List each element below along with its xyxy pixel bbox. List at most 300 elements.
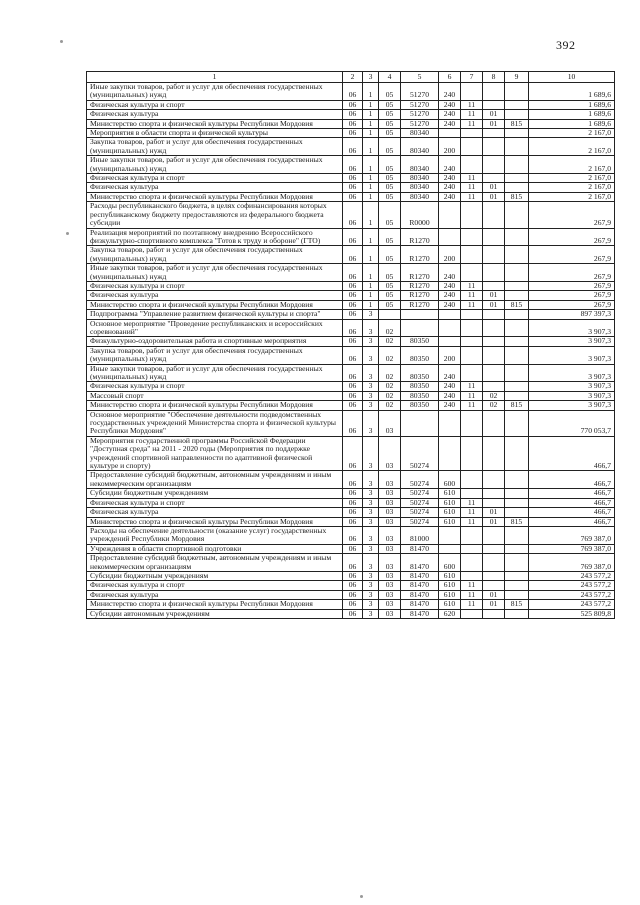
row-code-cell: 06 <box>343 600 363 609</box>
table-row <box>87 498 615 507</box>
row-code-cell: 81000 <box>401 526 439 544</box>
row-code-cell <box>483 174 505 183</box>
row-code-cell: 50274 <box>401 436 439 471</box>
row-amount-cell: 466,7 <box>529 517 615 526</box>
row-code-cell: 01 <box>483 600 505 609</box>
row-name-cell: Основное мероприятие "Проведение республиканских и всероссийских соревнований" <box>87 319 343 337</box>
row-code-cell: 610 <box>439 508 461 517</box>
row-code-cell: 05 <box>379 246 401 264</box>
row-code-cell: 06 <box>343 174 363 183</box>
row-code-cell: 240 <box>439 119 461 128</box>
row-amount-cell: 267,9 <box>529 202 615 228</box>
row-code-cell: 03 <box>379 436 401 471</box>
row-code-cell <box>461 571 483 580</box>
row-code-cell: 05 <box>379 156 401 174</box>
row-code-cell: 06 <box>343 471 363 489</box>
table-row <box>87 100 615 109</box>
row-code-cell <box>483 319 505 337</box>
row-code-cell <box>461 554 483 572</box>
row-code-cell: 1 <box>363 291 379 300</box>
table-row <box>87 264 615 282</box>
row-name-cell: Закупка товаров, работ и услуг для обеспечения государственных (муниципальных) нужд <box>87 138 343 156</box>
row-name-cell: Иные закупки товаров, работ и услуг для обеспечения государственных (муниципальных) нужд <box>87 83 343 101</box>
row-code-cell: 06 <box>343 319 363 337</box>
row-code-cell: 01 <box>483 517 505 526</box>
row-amount-cell: 466,7 <box>529 436 615 471</box>
row-amount-cell: 525 809,8 <box>529 609 615 618</box>
row-name-cell: Министерство спорта и физической культуры Республики Мордовия <box>87 401 343 410</box>
row-code-cell <box>401 319 439 337</box>
row-code-cell <box>505 228 529 246</box>
row-code-cell: 81470 <box>401 544 439 553</box>
row-code-cell: 3 <box>363 382 379 391</box>
row-name-cell: Физическая культура <box>87 183 343 192</box>
row-code-cell: 200 <box>439 346 461 364</box>
row-code-cell <box>461 436 483 471</box>
row-code-cell: 3 <box>363 337 379 346</box>
row-code-cell: 3 <box>363 590 379 599</box>
row-code-cell: 240 <box>439 192 461 201</box>
row-code-cell <box>483 346 505 364</box>
row-name-cell: Физическая культура и спорт <box>87 498 343 507</box>
row-code-cell <box>483 337 505 346</box>
row-code-cell: 3 <box>363 410 379 436</box>
row-code-cell <box>505 138 529 156</box>
column-header: 7 <box>461 72 483 83</box>
row-code-cell: 02 <box>379 382 401 391</box>
row-amount-cell: 3 907,3 <box>529 337 615 346</box>
row-code-cell <box>483 571 505 580</box>
row-code-cell: 1 <box>363 300 379 309</box>
row-code-cell <box>461 264 483 282</box>
row-name-cell: Физкультурно-оздоровительная работа и спортивные мероприятия <box>87 337 343 346</box>
row-name-cell: Министерство спорта и физической культуры Республики Мордовия <box>87 192 343 201</box>
row-code-cell: 80340 <box>401 156 439 174</box>
row-code-cell: 3 <box>363 471 379 489</box>
row-code-cell: 3 <box>363 581 379 590</box>
row-code-cell: 1 <box>363 202 379 228</box>
row-code-cell: 240 <box>439 291 461 300</box>
row-code-cell: 05 <box>379 138 401 156</box>
row-code-cell: 06 <box>343 100 363 109</box>
table-row <box>87 609 615 618</box>
row-name-cell: Министерство спорта и физической культуры Республики Мордовия <box>87 517 343 526</box>
table-row <box>87 391 615 400</box>
column-header: 4 <box>379 72 401 83</box>
table-row <box>87 228 615 246</box>
row-code-cell <box>505 346 529 364</box>
row-code-cell <box>505 410 529 436</box>
table-row <box>87 337 615 346</box>
table-row <box>87 83 615 101</box>
row-code-cell: 03 <box>379 609 401 618</box>
row-code-cell: 05 <box>379 228 401 246</box>
row-code-cell: 03 <box>379 571 401 580</box>
row-code-cell: 3 <box>363 364 379 382</box>
row-code-cell <box>505 183 529 192</box>
row-code-cell: 01 <box>483 119 505 128</box>
row-code-cell <box>505 246 529 264</box>
row-code-cell: 51270 <box>401 83 439 101</box>
row-code-cell: 1 <box>363 183 379 192</box>
row-code-cell: 1 <box>363 281 379 290</box>
row-code-cell: 06 <box>343 391 363 400</box>
row-code-cell: 03 <box>379 526 401 544</box>
row-code-cell: 03 <box>379 544 401 553</box>
row-code-cell: 03 <box>379 581 401 590</box>
row-code-cell: 240 <box>439 174 461 183</box>
row-code-cell: 01 <box>483 590 505 599</box>
row-code-cell <box>483 544 505 553</box>
table-row <box>87 300 615 309</box>
table-row <box>87 183 615 192</box>
row-code-cell <box>505 609 529 618</box>
row-code-cell: 06 <box>343 83 363 101</box>
table-row <box>87 156 615 174</box>
table-row <box>87 508 615 517</box>
row-code-cell: 11 <box>461 517 483 526</box>
row-code-cell <box>439 228 461 246</box>
row-code-cell: 50274 <box>401 489 439 498</box>
row-code-cell: 06 <box>343 129 363 138</box>
row-code-cell: 620 <box>439 609 461 618</box>
row-name-cell: Иные закупки товаров, работ и услуг для обеспечения государственных (муниципальных) нужд <box>87 264 343 282</box>
row-code-cell: 1 <box>363 174 379 183</box>
row-code-cell: 3 <box>363 436 379 471</box>
row-code-cell: 06 <box>343 291 363 300</box>
row-code-cell: 06 <box>343 202 363 228</box>
row-name-cell: Мероприятия государственной программы Российской Федерации "Доступная среда" на 2011 - 2020 годы (Мероприятия по поддержке учреждений спортивной направленности по адаптивной физической культуре и спорту) <box>87 436 343 471</box>
row-code-cell: 06 <box>343 110 363 119</box>
table-row <box>87 319 615 337</box>
scan-speck <box>60 40 63 43</box>
row-code-cell: 06 <box>343 192 363 201</box>
row-code-cell <box>505 436 529 471</box>
row-name-cell: Физическая культура <box>87 291 343 300</box>
table-row <box>87 346 615 364</box>
row-code-cell <box>461 410 483 436</box>
row-code-cell <box>439 129 461 138</box>
row-amount-cell: 769 387,0 <box>529 544 615 553</box>
row-code-cell: 06 <box>343 281 363 290</box>
row-amount-cell: 3 907,3 <box>529 401 615 410</box>
row-amount-cell: 267,9 <box>529 228 615 246</box>
row-code-cell <box>461 319 483 337</box>
row-code-cell: 01 <box>483 300 505 309</box>
table-row <box>87 310 615 319</box>
budget-table <box>86 71 615 619</box>
row-amount-cell: 1 689,6 <box>529 100 615 109</box>
row-code-cell: 11 <box>461 600 483 609</box>
row-amount-cell: 2 167,0 <box>529 192 615 201</box>
row-code-cell: 3 <box>363 571 379 580</box>
row-code-cell: 03 <box>379 590 401 599</box>
row-code-cell <box>505 554 529 572</box>
row-code-cell: 3 <box>363 498 379 507</box>
row-code-cell: 240 <box>439 391 461 400</box>
row-code-cell: 06 <box>343 246 363 264</box>
row-name-cell: Закупка товаров, работ и услуг для обеспечения государственных (муниципальных) нужд <box>87 246 343 264</box>
row-code-cell: 06 <box>343 119 363 128</box>
row-amount-cell: 2 167,0 <box>529 156 615 174</box>
row-code-cell <box>505 391 529 400</box>
row-code-cell: 05 <box>379 192 401 201</box>
row-code-cell <box>483 382 505 391</box>
row-name-cell: Массовый спорт <box>87 391 343 400</box>
row-code-cell: 51270 <box>401 100 439 109</box>
row-name-cell: Министерство спорта и физической культуры Республики Мордовия <box>87 600 343 609</box>
row-amount-cell: 267,9 <box>529 291 615 300</box>
row-code-cell: 06 <box>343 489 363 498</box>
row-code-cell: 05 <box>379 100 401 109</box>
row-code-cell: 240 <box>439 83 461 101</box>
row-code-cell: 80340 <box>401 192 439 201</box>
row-code-cell: 03 <box>379 554 401 572</box>
table-row <box>87 291 615 300</box>
row-code-cell: 81470 <box>401 581 439 590</box>
row-code-cell: 05 <box>379 129 401 138</box>
row-code-cell: 1 <box>363 228 379 246</box>
row-code-cell: 1 <box>363 156 379 174</box>
row-code-cell: 11 <box>461 382 483 391</box>
row-name-cell: Физическая культура и спорт <box>87 581 343 590</box>
column-header: 10 <box>529 72 615 83</box>
row-name-cell: Основное мероприятие "Обеспечение деятельности подведомственных государственных учреждений Министерства спорта и физической культуры Республики Мордовия" <box>87 410 343 436</box>
row-code-cell: 240 <box>439 183 461 192</box>
row-code-cell: 01 <box>483 192 505 201</box>
row-code-cell <box>461 228 483 246</box>
row-code-cell: R1270 <box>401 291 439 300</box>
row-code-cell: 06 <box>343 346 363 364</box>
table-header-row <box>87 72 615 83</box>
table-row <box>87 129 615 138</box>
row-code-cell: 3 <box>363 489 379 498</box>
row-code-cell: 3 <box>363 346 379 364</box>
row-amount-cell: 3 907,3 <box>529 391 615 400</box>
row-code-cell <box>505 581 529 590</box>
row-code-cell: 01 <box>483 110 505 119</box>
row-code-cell: 200 <box>439 138 461 156</box>
row-code-cell: 3 <box>363 554 379 572</box>
row-code-cell <box>505 508 529 517</box>
row-amount-cell: 770 053,7 <box>529 410 615 436</box>
table-row <box>87 364 615 382</box>
row-amount-cell: 466,7 <box>529 471 615 489</box>
row-code-cell <box>483 129 505 138</box>
row-code-cell <box>401 310 439 319</box>
row-code-cell: 610 <box>439 581 461 590</box>
row-code-cell <box>401 410 439 436</box>
row-amount-cell: 267,9 <box>529 281 615 290</box>
row-code-cell: 06 <box>343 554 363 572</box>
row-code-cell <box>439 319 461 337</box>
column-header: 3 <box>363 72 379 83</box>
row-code-cell <box>505 156 529 174</box>
row-code-cell: 600 <box>439 471 461 489</box>
row-code-cell <box>483 364 505 382</box>
column-header: 8 <box>483 72 505 83</box>
row-code-cell <box>461 156 483 174</box>
row-code-cell: 03 <box>379 471 401 489</box>
row-code-cell: 240 <box>439 100 461 109</box>
row-code-cell: 1 <box>363 100 379 109</box>
row-code-cell: 610 <box>439 517 461 526</box>
row-code-cell: 80350 <box>401 391 439 400</box>
row-code-cell <box>505 110 529 119</box>
row-code-cell: 06 <box>343 138 363 156</box>
table-row <box>87 544 615 553</box>
row-code-cell: 610 <box>439 600 461 609</box>
row-code-cell: 50274 <box>401 471 439 489</box>
row-code-cell: 06 <box>343 498 363 507</box>
row-code-cell: 81470 <box>401 600 439 609</box>
row-code-cell: 1 <box>363 264 379 282</box>
row-code-cell: 11 <box>461 174 483 183</box>
row-code-cell: 02 <box>379 337 401 346</box>
row-code-cell: 06 <box>343 436 363 471</box>
row-code-cell: 03 <box>379 508 401 517</box>
row-amount-cell: 3 907,3 <box>529 364 615 382</box>
column-header: 9 <box>505 72 529 83</box>
row-code-cell: 80350 <box>401 337 439 346</box>
table-row <box>87 436 615 471</box>
column-header: 2 <box>343 72 363 83</box>
row-code-cell: 3 <box>363 544 379 553</box>
row-code-cell <box>483 310 505 319</box>
row-amount-cell: 243 577,2 <box>529 590 615 599</box>
row-code-cell: 815 <box>505 119 529 128</box>
row-code-cell: 3 <box>363 310 379 319</box>
row-code-cell <box>483 138 505 156</box>
row-amount-cell: 1 689,6 <box>529 119 615 128</box>
row-code-cell: 240 <box>439 300 461 309</box>
row-code-cell: 3 <box>363 526 379 544</box>
row-code-cell: 610 <box>439 489 461 498</box>
row-code-cell: 06 <box>343 300 363 309</box>
row-code-cell <box>505 544 529 553</box>
row-code-cell <box>461 526 483 544</box>
row-name-cell: Физическая культура и спорт <box>87 100 343 109</box>
row-name-cell: Подпрограмма "Управление развитием физической культуры и спорта" <box>87 310 343 319</box>
row-code-cell <box>461 364 483 382</box>
row-code-cell <box>461 138 483 156</box>
row-code-cell: 80340 <box>401 174 439 183</box>
row-code-cell: 1 <box>363 192 379 201</box>
row-code-cell: 11 <box>461 291 483 300</box>
row-code-cell <box>461 471 483 489</box>
row-code-cell: 11 <box>461 183 483 192</box>
row-code-cell <box>483 410 505 436</box>
row-code-cell <box>483 489 505 498</box>
table-body <box>87 83 615 619</box>
row-code-cell: 11 <box>461 581 483 590</box>
row-code-cell: 240 <box>439 110 461 119</box>
row-code-cell <box>483 202 505 228</box>
row-code-cell <box>439 310 461 319</box>
row-code-cell: 240 <box>439 156 461 174</box>
row-code-cell: 06 <box>343 609 363 618</box>
row-code-cell <box>505 471 529 489</box>
row-code-cell <box>505 382 529 391</box>
row-code-cell: 05 <box>379 119 401 128</box>
row-code-cell: 06 <box>343 364 363 382</box>
row-code-cell: 06 <box>343 382 363 391</box>
row-code-cell <box>461 129 483 138</box>
row-code-cell: 02 <box>483 391 505 400</box>
row-code-cell: 06 <box>343 526 363 544</box>
row-code-cell: 11 <box>461 508 483 517</box>
table-row <box>87 138 615 156</box>
row-amount-cell: 466,7 <box>529 489 615 498</box>
row-name-cell: Физическая культура и спорт <box>87 382 343 391</box>
row-code-cell <box>439 436 461 471</box>
row-amount-cell: 1 689,6 <box>529 110 615 119</box>
row-code-cell: 200 <box>439 246 461 264</box>
row-code-cell: 06 <box>343 544 363 553</box>
row-code-cell: 51270 <box>401 110 439 119</box>
table-row <box>87 192 615 201</box>
row-code-cell <box>379 310 401 319</box>
table-row <box>87 590 615 599</box>
table-row <box>87 410 615 436</box>
row-code-cell: 81470 <box>401 554 439 572</box>
row-code-cell <box>505 364 529 382</box>
row-code-cell: 06 <box>343 571 363 580</box>
row-code-cell: 815 <box>505 192 529 201</box>
row-code-cell <box>461 337 483 346</box>
row-code-cell <box>483 498 505 507</box>
row-code-cell: 610 <box>439 590 461 599</box>
table-row <box>87 571 615 580</box>
row-name-cell: Реализация мероприятий по поэтапному внедрению Всероссийского физкультурно-спортивного комплекса "Готов к труду и обороне" (ГТО) <box>87 228 343 246</box>
row-code-cell: 815 <box>505 600 529 609</box>
row-code-cell <box>461 544 483 553</box>
row-code-cell: 80340 <box>401 129 439 138</box>
row-code-cell <box>439 544 461 553</box>
row-code-cell <box>439 526 461 544</box>
row-name-cell: Субсидии бюджетным учреждениям <box>87 489 343 498</box>
row-code-cell: 06 <box>343 264 363 282</box>
row-code-cell: 06 <box>343 156 363 174</box>
row-code-cell: 05 <box>379 300 401 309</box>
row-code-cell <box>483 436 505 471</box>
row-code-cell: 05 <box>379 291 401 300</box>
row-code-cell: 610 <box>439 571 461 580</box>
row-code-cell <box>483 246 505 264</box>
row-amount-cell: 267,9 <box>529 246 615 264</box>
row-code-cell <box>483 100 505 109</box>
row-code-cell <box>483 581 505 590</box>
row-code-cell: 11 <box>461 110 483 119</box>
row-code-cell: 06 <box>343 410 363 436</box>
row-code-cell: 11 <box>461 401 483 410</box>
table-row <box>87 471 615 489</box>
row-code-cell: 03 <box>379 600 401 609</box>
row-code-cell: 02 <box>379 319 401 337</box>
row-code-cell: 03 <box>379 489 401 498</box>
row-name-cell: Физическая культура и спорт <box>87 281 343 290</box>
table-row <box>87 110 615 119</box>
scan-speck <box>66 232 69 235</box>
row-code-cell: 06 <box>343 590 363 599</box>
table-row <box>87 382 615 391</box>
row-code-cell: 3 <box>363 600 379 609</box>
row-code-cell: 11 <box>461 300 483 309</box>
row-code-cell: R1270 <box>401 281 439 290</box>
row-amount-cell: 3 907,3 <box>529 346 615 364</box>
row-code-cell <box>461 609 483 618</box>
row-code-cell <box>439 337 461 346</box>
